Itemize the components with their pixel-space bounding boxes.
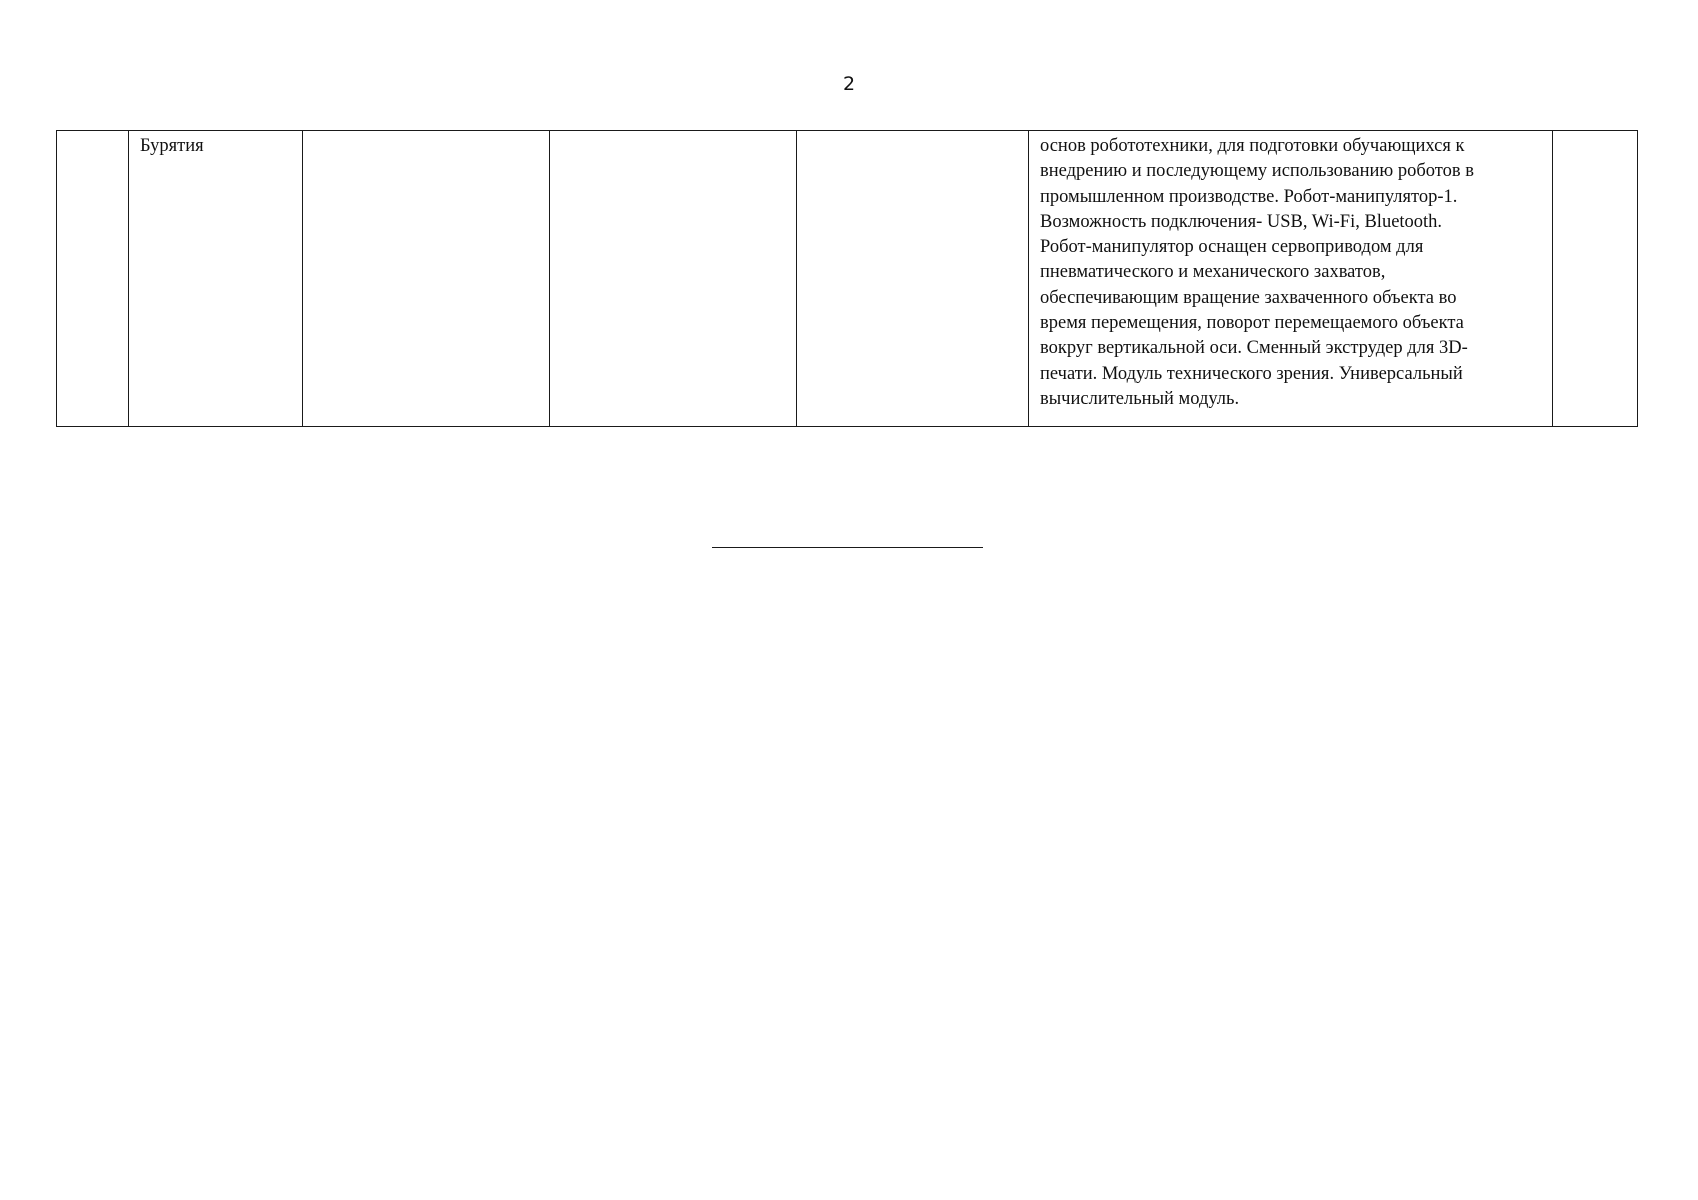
table-cell-empty-5: [797, 131, 1029, 427]
description-line: печати. Модуль технического зрения. Универсальный: [1040, 363, 1463, 384]
description-line: обеспечивающим вращение захваченного объекта во: [1040, 287, 1457, 308]
description-line: Возможность подключения- USB, Wi-Fi, Bluetooth.: [1040, 211, 1443, 232]
table-cell-empty-7: [1553, 131, 1638, 427]
description-line: внедрению и последующему использованию роботов в: [1040, 161, 1474, 182]
description-line: вокруг вертикальной оси. Сменный экструдер для 3D-: [1040, 338, 1468, 359]
equipment-description: [1029, 131, 1552, 412]
table-cell-number: [57, 131, 129, 427]
description-line: вычислительный модуль.: [1040, 388, 1240, 409]
description-line: Робот-манипулятор оснащен сервоприводом для: [1040, 237, 1424, 258]
description-line: основ робототехники, для подготовки обучающихся к: [1040, 136, 1465, 156]
table-cell-empty-3: [303, 131, 550, 427]
description-line: время перемещения, поворот перемещаемого объекта: [1040, 313, 1464, 334]
description-line: пневматического и механического захватов,: [1040, 262, 1386, 283]
page-number: 2: [842, 73, 856, 95]
table-cell-region: [129, 131, 303, 427]
region-name: Бурятия: [140, 136, 204, 156]
equipment-table: [56, 130, 1638, 427]
table-cell-empty-4: [550, 131, 797, 427]
closing-rule-divider: [712, 547, 983, 548]
table-cell-description: [1029, 131, 1553, 427]
description-line: промышленном производстве. Робот-манипулятор-1.: [1040, 186, 1458, 207]
table-row: [57, 131, 1638, 427]
